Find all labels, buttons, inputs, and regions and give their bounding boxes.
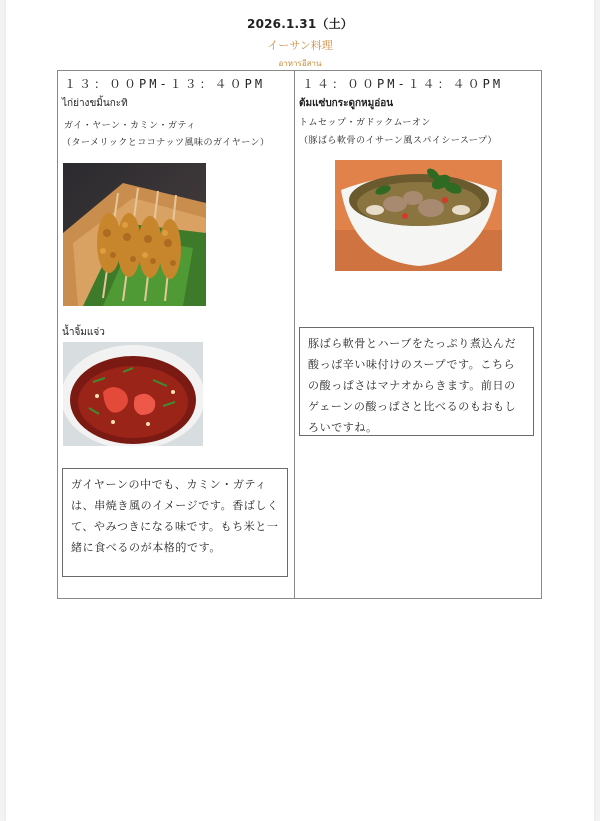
right-description-note: 豚ばら軟骨とハーブをたっぷり煮込んだ酸っぱ辛い味付けのスープです。こちらの酸っぱさはマナオからきます。前日のゲェーンの酸っぱさと比べるのもおもしろいですね。 [299,327,534,436]
right-time-slot: １４：００PM-１４：４０PM [302,77,504,91]
pork-soup-photo [335,160,502,271]
left-dish-thai: ไก่ย่างขมิ้นกะทิ [62,98,128,109]
right-dish-description: （豚ばら軟骨のイサーン風スパイシースープ） [299,136,498,146]
left-dish-description: （ターメリックとココナッツ風味のガイヤーン） [62,138,270,148]
page-subtitle-thai: อาหารอีสาน [278,59,322,68]
left-time-slot: １３：００PM-１３：４０PM [64,77,266,91]
dipping-sauce-photo [63,342,203,446]
page-subtitle: イーサン料理 [267,39,333,52]
right-dish-japanese: トムセップ・ガドックムーオン [299,118,431,128]
sauce-label: น้ำจิ้มแจ่ว [62,327,105,338]
grilled-chicken-photo [63,163,206,306]
right-dish-thai: ต้มแซ่บกระดูกหมูอ่อน [299,98,394,109]
left-description-note: ガイヤーンの中でも、カミン・ガティは、串焼き風のイメージです。香ばしくて、やみつきになる味です。もち米と一緒に食べるのが本格的です。 [62,468,288,577]
column-divider [294,71,295,598]
left-dish-japanese: ガイ・ヤーン・カミン・ガティ [64,121,196,131]
page-date: 2026.1.31（土） [247,17,353,31]
schedule-table [57,70,542,599]
